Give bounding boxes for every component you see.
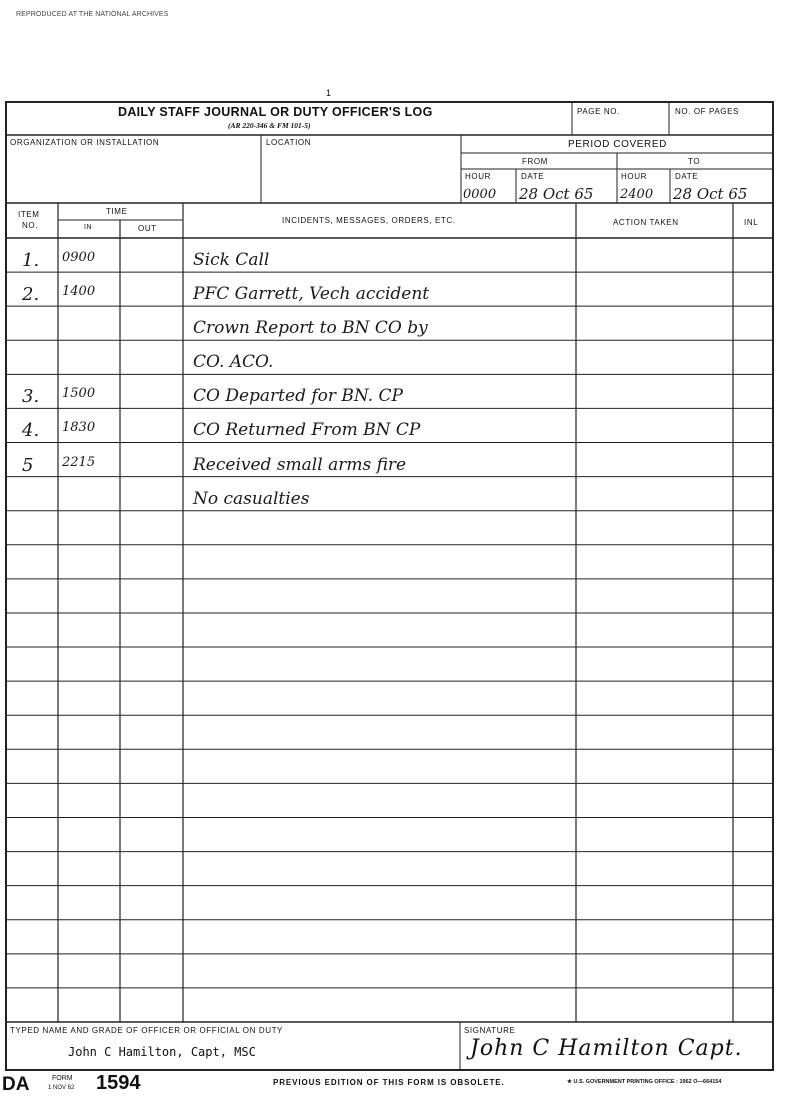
entry-text: Crown Report to BN CO by: [193, 318, 428, 339]
time-label: TIME: [106, 207, 128, 216]
typed-name-value: John C Hamilton, Capt, MSC: [68, 1045, 256, 1059]
form-number: 1594: [96, 1072, 141, 1094]
entry-item-no: 3.: [22, 386, 40, 408]
incidents-label: INCIDENTS, MESSAGES, ORDERS, ETC.: [282, 216, 456, 225]
page-no-label: PAGE NO.: [577, 107, 620, 116]
from-label: FROM: [522, 157, 548, 166]
from-hour-value: 0000: [463, 187, 497, 202]
entry-text: PFC Garrett, Vech accident: [193, 284, 430, 305]
item-label: ITEM: [18, 210, 40, 219]
typed-name-label: TYPED NAME AND GRADE OF OFFICER OR OFFICIAL ON DUTY: [10, 1026, 283, 1035]
entry-item-no: 5: [22, 454, 34, 476]
from-hour-label: HOUR: [465, 172, 491, 181]
organization-label: ORGANIZATION OR INSTALLATION: [10, 138, 160, 147]
from-date-label: DATE: [521, 172, 545, 181]
entry-time-in: 1830: [62, 420, 96, 436]
entry-time-in: 1400: [62, 284, 96, 300]
entry-time-in: 1500: [62, 386, 96, 402]
location-label: LOCATION: [266, 138, 312, 147]
no-label: NO.: [22, 221, 39, 230]
from-date-value: 28 Oct 65: [519, 185, 594, 203]
entry-item-no: 2.: [22, 284, 40, 306]
entry-text: CO. ACO.: [193, 352, 274, 373]
form-date: 1 NOV 62: [48, 1085, 75, 1091]
to-hour-label: HOUR: [621, 172, 647, 181]
form-word: FORM: [52, 1075, 73, 1082]
entry-item-no: 1.: [22, 250, 40, 271]
previous-edition-note: PREVIOUS EDITION OF THIS FORM IS OBSOLETE.: [273, 1078, 505, 1087]
out-label: OUT: [138, 224, 157, 233]
entry-text: No casualties: [193, 488, 310, 509]
form-da: DA: [2, 1074, 30, 1095]
to-label: TO: [688, 157, 701, 166]
signature-label: SIGNATURE: [464, 1026, 516, 1035]
page-mark: 1: [326, 88, 332, 98]
form-subtitle: (AR 220-346 & FM 101-5): [228, 121, 311, 130]
period-covered-label: PERIOD COVERED: [568, 139, 667, 150]
signature: John C Hamilton Capt.: [470, 1036, 743, 1061]
printing-office-note: ★ U.S. GOVERNMENT PRINTING OFFICE : 1962 O—664154: [567, 1079, 722, 1085]
in-label: IN: [84, 224, 93, 231]
entry-time-in: 0900: [62, 250, 96, 265]
entry-item-no: 4.: [22, 420, 40, 442]
no-of-pages-label: NO. OF PAGES: [675, 107, 739, 116]
entry-text: Sick Call: [193, 250, 270, 270]
entry-text: Received small arms fire: [193, 454, 407, 475]
inl-label: INL: [744, 218, 759, 227]
to-date-label: DATE: [675, 172, 699, 181]
archive-note: REPRODUCED AT THE NATIONAL ARCHIVES: [16, 11, 169, 18]
entry-text: CO Departed for BN. CP: [193, 386, 403, 407]
to-hour-value: 2400: [620, 187, 654, 202]
to-date-value: 28 Oct 65: [673, 185, 748, 203]
entry-text: CO Returned From BN CP: [193, 420, 421, 441]
form-title: DAILY STAFF JOURNAL OR DUTY OFFICER'S LOG: [118, 105, 433, 119]
entry-time-in: 2215: [62, 454, 96, 470]
action-taken-label: ACTION TAKEN: [613, 218, 679, 227]
